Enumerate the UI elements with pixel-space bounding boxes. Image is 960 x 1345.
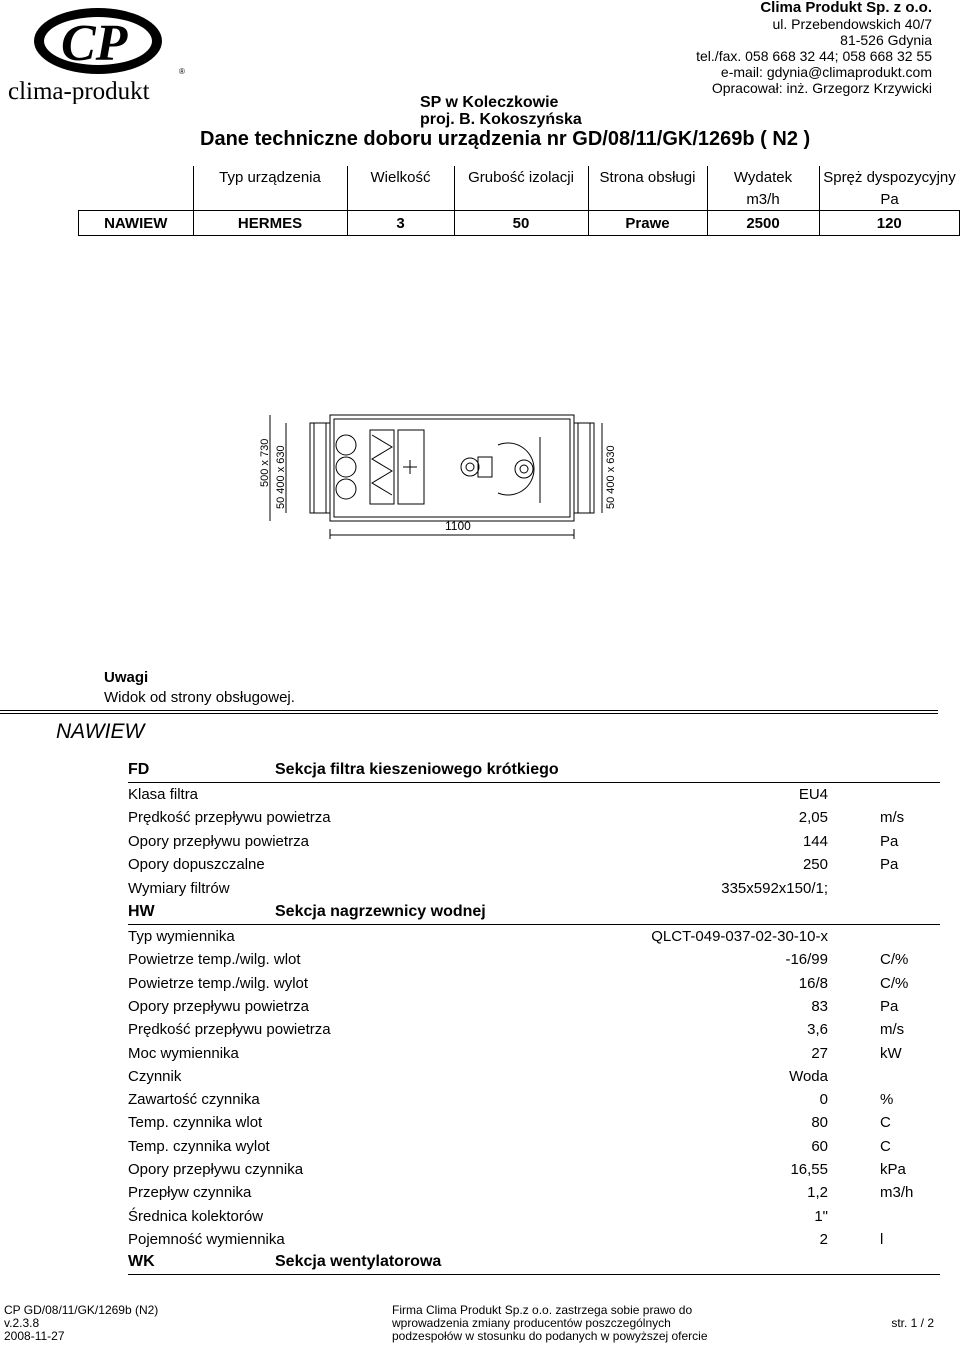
row-label: Klasa filtra [128,786,199,803]
spec-table [78,166,960,236]
company-name: Clima Produkt Sp. z o.o. [760,0,932,16]
section-header-hw [128,900,940,925]
divider [0,710,938,711]
spec-row [128,806,940,829]
row-label: Moc wymiennika [128,1044,239,1062]
footer-disclaimer-line: wprowadzenia zmiany producentów poszczególnych [392,1316,671,1330]
row-unit: Pa [880,856,899,874]
dim-flange-left-label: 50 400 x 630 [275,445,287,509]
company-info [696,0,932,96]
row-unit: % [880,1091,894,1109]
header-cell: Wielkość [347,166,454,188]
spec-row [128,1135,940,1158]
unit-cell [588,188,707,211]
row-value: 2 [819,1230,828,1248]
spec-row [128,1111,940,1134]
footer-date: 2008-11-27 [4,1329,65,1343]
row-value: 250 [802,856,828,874]
spec-units-row [79,188,960,211]
row-label: Powietrze temp./wilg. wylot [128,974,309,992]
row-unit: Pa [880,997,899,1015]
logo-mark: CP [61,15,128,72]
dim-length-label: 1100 [445,519,471,533]
spec-row [128,948,940,971]
row-value: 1,2 [807,1184,828,1202]
value-cell: 120 [819,211,960,236]
project-info [420,94,582,128]
row-value: 16/8 [798,974,828,992]
spec-row [128,1065,940,1088]
cp-logo-icon [6,6,188,104]
spec-row [128,1018,940,1041]
row-label: Opory przepływu powietrza [128,997,309,1015]
spec-row [128,830,940,853]
header-cell: Strona obsługi [588,166,707,188]
row-label: Prędkość przepływu powietrza [128,809,331,827]
side-label: NAWIEW [56,720,145,743]
row-value: QLCT-049-037-02-30-10-x [651,928,828,945]
spec-row [128,1228,940,1251]
spec-row [128,783,940,806]
row-label: Wymiary filtrów [128,879,230,897]
row-value: 60 [811,1137,828,1155]
row-value: 80 [811,1114,828,1132]
section-header-wk [128,1250,940,1275]
divider [0,713,938,714]
spec-values-row [79,211,960,236]
row-label: Średnica kolektorów [128,1207,264,1225]
header-cell: Grubość izolacji [454,166,588,188]
footer-version: v.2.3.8 [4,1316,40,1330]
footer-doc-ref: CP GD/08/11/GK/1269b (N2) [4,1303,159,1317]
row-label: Prędkość przepływu powietrza [128,1021,331,1039]
section-title: Sekcja nagrzewnicy wodnej [275,903,486,920]
ahu-schematic-icon [240,405,640,540]
row-value: 83 [811,997,828,1015]
row-label: Pojemność wymiennika [128,1230,285,1248]
value-cell: 3 [347,211,454,236]
spec-row [128,1205,940,1228]
row-value: 16,55 [790,1161,828,1178]
company-phone: tel./fax. 058 668 32 44; 058 668 32 55 [696,48,932,64]
row-label: Powietrze temp./wilg. wlot [128,951,301,969]
spec-row [128,972,940,995]
unit-cell: Pa [819,188,960,211]
row-value: 1" [814,1207,828,1225]
row-label: Opory przepływu powietrza [128,832,309,850]
spec-row [128,925,940,948]
value-cell: 2500 [707,211,819,236]
dim-height-label: 500 x 730 [259,438,271,487]
row-value: 27 [811,1044,828,1062]
project-name: SP w Koleczkowie [420,94,559,111]
row-unit: Pa [880,832,899,850]
spec-row [128,877,940,900]
notes [104,668,295,708]
row-value: EU4 [798,786,828,803]
row-value: Woda [789,1067,828,1085]
value-cell: HERMES [193,211,347,236]
row-unit: C [880,1114,891,1132]
logo-wordmark: clima-produkt [8,78,150,104]
footer-disclaimer-line: podzespołów w stosunku do podanych w powyższej ofercie [392,1329,708,1343]
unit-cell [454,188,588,211]
row-unit: C/% [880,974,909,992]
row-unit: m/s [880,1021,905,1039]
row-value: 2,05 [798,809,828,827]
row-unit: m3/h [880,1184,914,1202]
footer-page-number: str. 1 / 2 [891,1316,934,1330]
header-cell: Wydatek [707,166,819,188]
row-value: 144 [802,832,828,850]
spec-row [128,1088,940,1111]
value-cell: Prawe [588,211,707,236]
row-label: Opory przepływu czynnika [128,1161,304,1178]
row-label: Opory dopuszczalne [128,856,265,874]
spec-row [128,853,940,876]
value-cell: 50 [454,211,588,236]
dim-flange-right-label: 50 400 x 630 [605,445,617,509]
row-label: Temp. czynnika wlot [128,1114,263,1132]
footer-left [4,1304,158,1343]
spec-row [128,1042,940,1065]
spec-header-row [79,166,960,188]
row-label: Typ wymiennika [128,928,235,945]
row-value: 335x592x150/1; [721,879,828,897]
row-value: -16/99 [785,951,828,969]
company-address: ul. Przebendowskich 40/7 [772,16,932,32]
section-title: Sekcja filtra kieszeniowego krótkiego [275,761,559,778]
company-author: Opracował: inż. Grzegorz Krzywicki [711,80,932,96]
unit-cell: m3/h [707,188,819,211]
section-code: WK [128,1253,155,1270]
row-unit: C [880,1137,891,1155]
section-title: Sekcja wentylatorowa [275,1253,442,1270]
spec-row [128,995,940,1018]
section-code: FD [128,761,150,778]
company-email: e-mail: gdynia@climaprodukt.com [720,64,932,80]
section-header-fd [128,758,940,783]
svg-text:®: ® [179,67,185,76]
notes-title: Uwagi [104,669,149,686]
row-label: Czynnik [128,1067,182,1085]
unit-cell [193,188,347,211]
notes-text: Widok od strony obsługowej. [104,689,295,706]
header-cell: Spręż dyspozycyjny [819,166,960,188]
row-label: Zawartość czynnika [128,1091,260,1109]
row-value: 0 [819,1091,828,1109]
project-designer: proj. B. Kokoszyńska [420,111,582,128]
row-label: Temp. czynnika wylot [128,1137,270,1155]
row-unit: C/% [880,951,909,969]
row-unit: l [880,1230,884,1248]
header-cell: Typ urządzenia [193,166,347,188]
row-label: NAWIEW [79,211,194,236]
unit-cell [347,188,454,211]
company-city: 81-526 Gdynia [840,32,932,48]
row-unit: m/s [880,809,905,827]
spec-row [128,1181,940,1204]
row-unit: kPa [880,1161,906,1178]
unit-drawing [240,405,640,540]
row-value: 3,6 [807,1021,828,1039]
footer-disclaimer [392,1304,708,1343]
footer-disclaimer-line: Firma Clima Produkt Sp.z o.o. zastrzega sobie prawo do [392,1303,693,1317]
section-code: HW [128,903,155,920]
spec-row [128,1158,940,1181]
document-title: Dane techniczne doboru urządzenia nr GD/08/11/GK/1269b ( N2 ) [200,128,811,150]
company-logo [6,6,188,104]
row-unit: kW [880,1044,902,1062]
row-label: Przepływ czynnika [128,1184,252,1202]
